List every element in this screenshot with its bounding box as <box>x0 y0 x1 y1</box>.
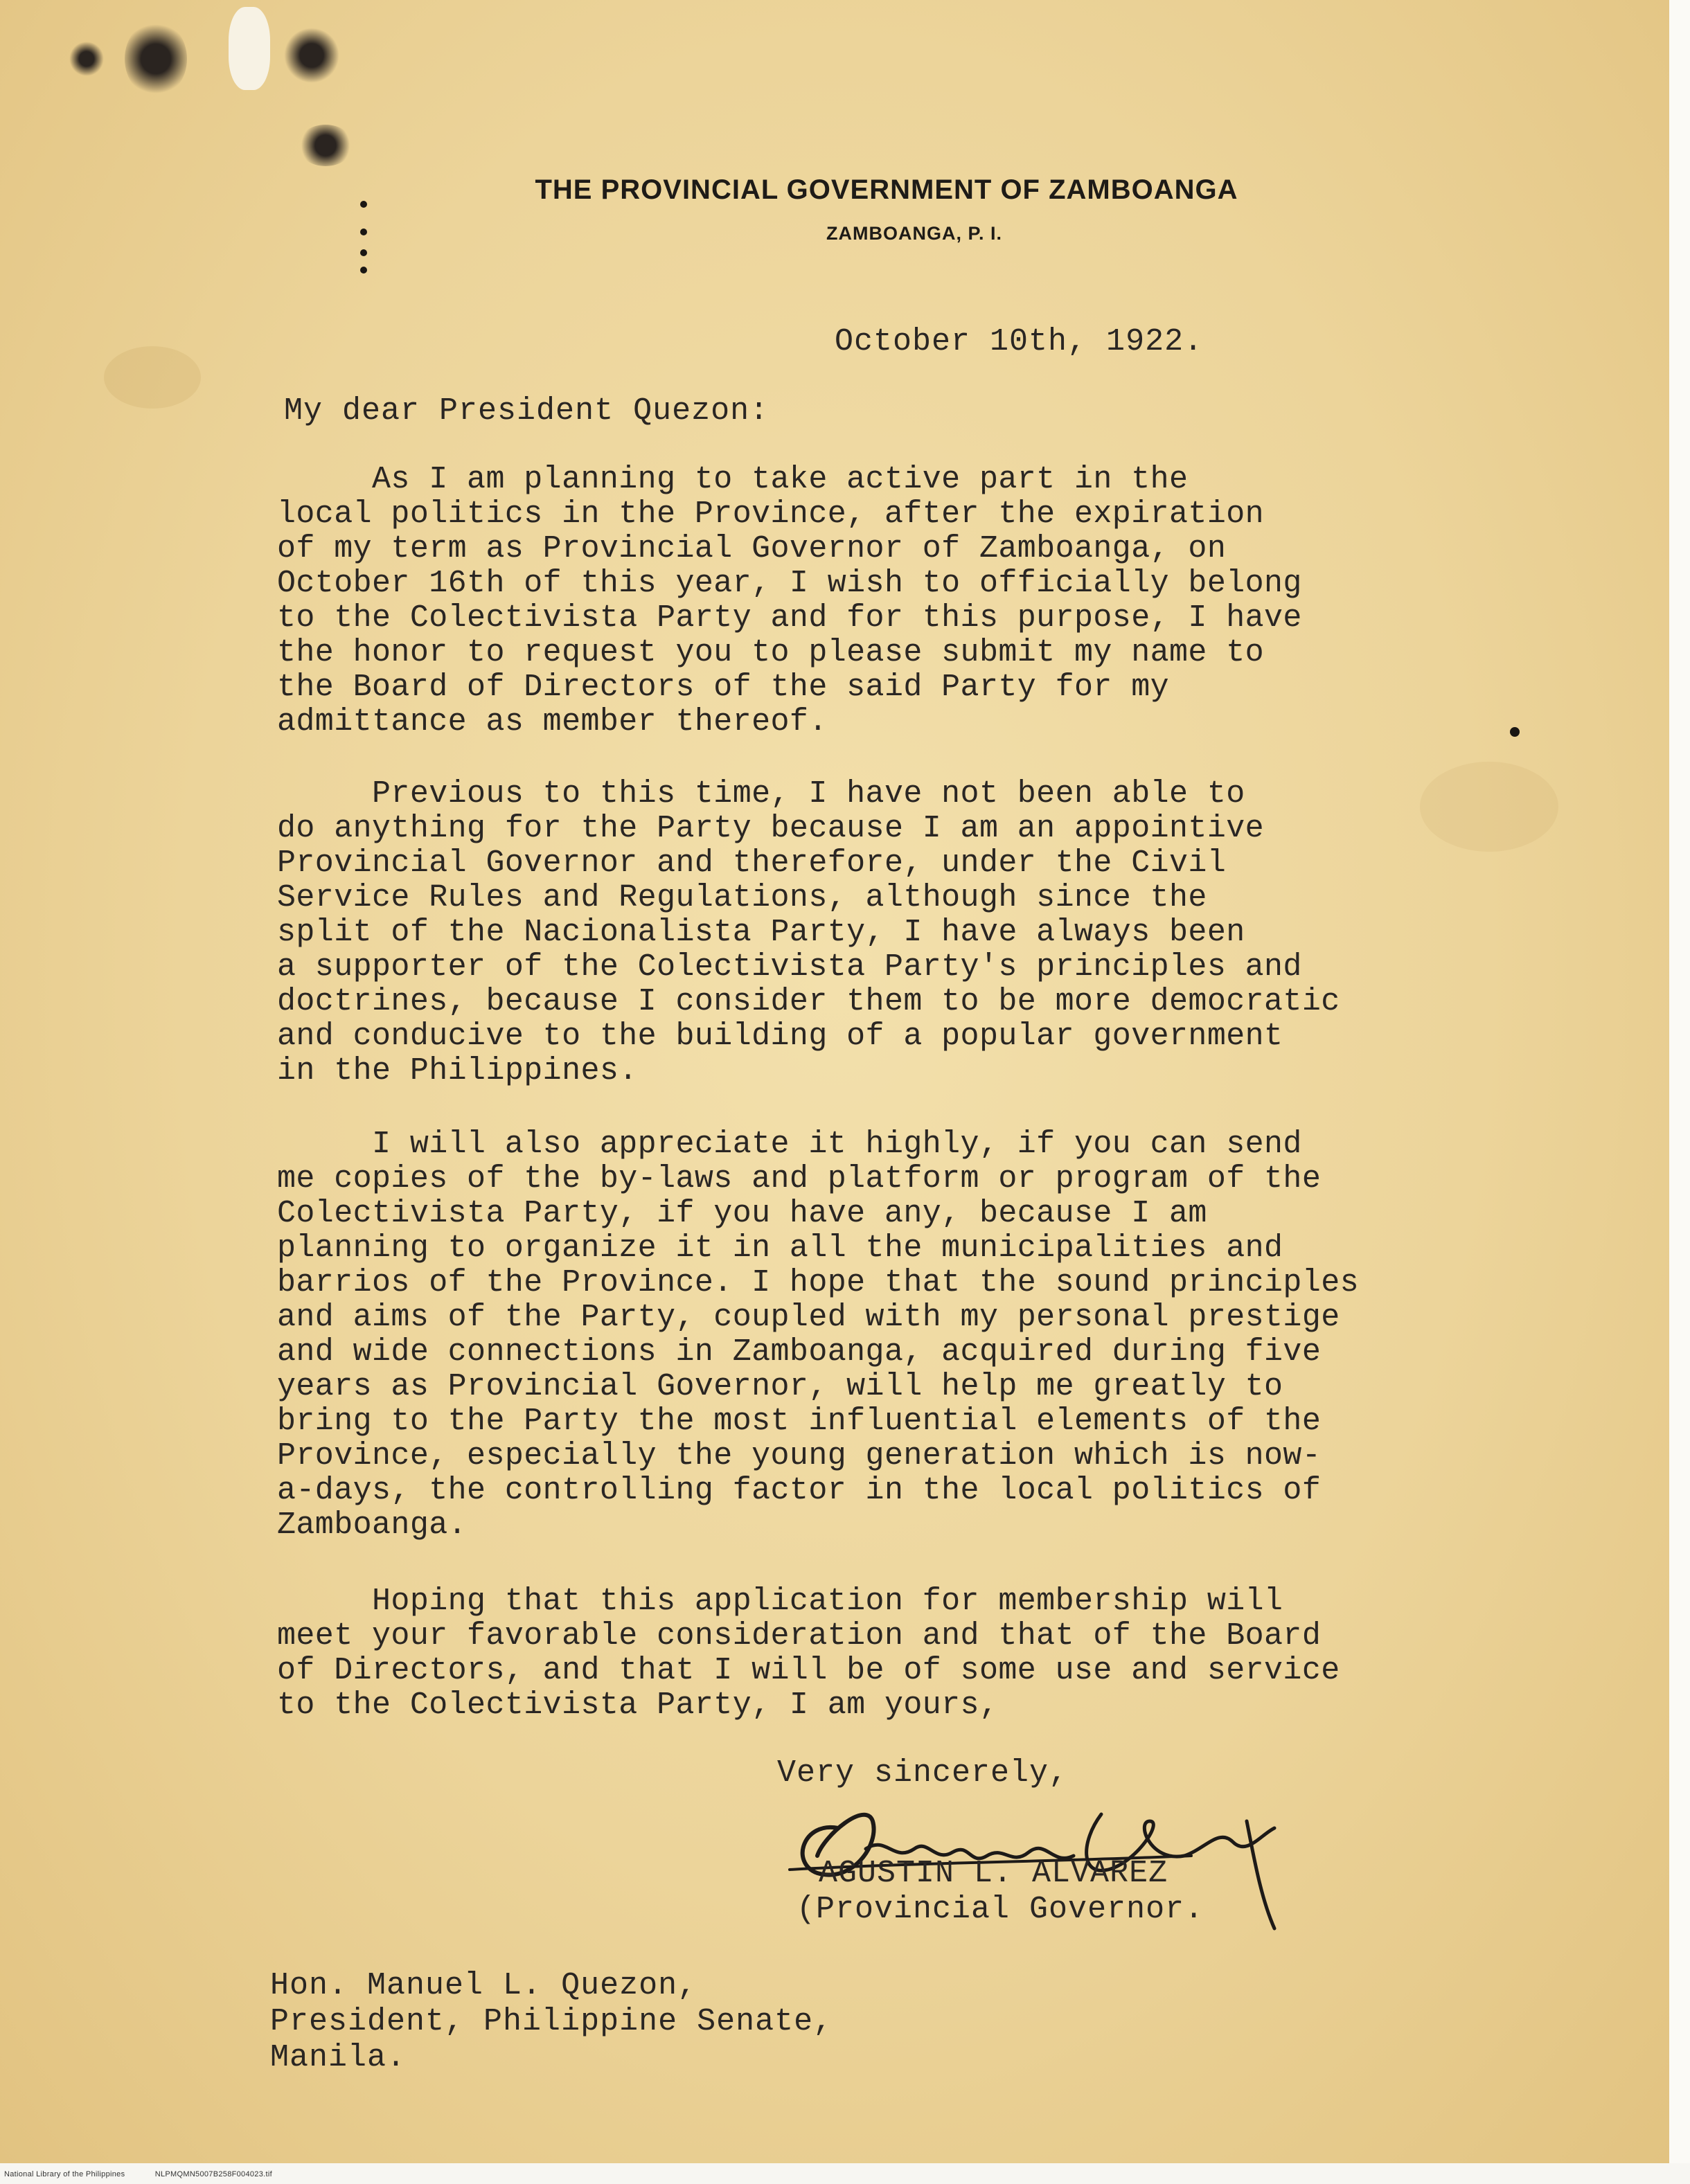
addressee-line: Hon. Manuel L. Quezon, <box>270 1968 697 2003</box>
letterhead-location: ZAMBOANGA, P. I. <box>826 223 1003 244</box>
text-line: Provincial Governor and therefore, under the Civil <box>277 845 1227 881</box>
text-line: me copies of the by-laws and platform or program of the <box>277 1161 1322 1197</box>
archive-name: National Library of the Philippines <box>4 2170 125 2178</box>
text-line: split of the Nacionalista Party, I have always been <box>277 915 1245 950</box>
ink-blot <box>284 28 339 83</box>
file-id: NLPMQMN5007B258F004023.tif <box>154 2170 272 2178</box>
text-line: October 16th of this year, I wish to officially belong <box>277 566 1302 601</box>
body-paragraph <box>277 463 1496 740</box>
text-line: and wide connections in Zamboanga, acquired during five <box>277 1334 1322 1370</box>
text-line: do anything for the Party because I am an appointive <box>277 811 1265 846</box>
ink-blot <box>125 21 187 97</box>
text-line: Zamboanga. <box>277 1507 468 1543</box>
body-paragraph <box>277 1127 1496 1543</box>
body-paragraph <box>277 777 1496 1089</box>
text-line: As I am planning to take active part in the <box>277 462 1189 497</box>
addressee-line: President, Philippine Senate, <box>270 2004 833 2039</box>
text-line: Province, especially the young generation which is now- <box>277 1438 1322 1474</box>
ink-blot <box>69 42 104 76</box>
text-line: a-days, the controlling factor in the local politics of <box>277 1473 1322 1508</box>
text-line: barrios of the Province. I hope that the sound principles <box>277 1265 1360 1300</box>
signer-name: AGUSTIN L. ALVAREZ <box>819 1856 1168 1891</box>
text-line: and conducive to the building of a popular government <box>277 1019 1283 1054</box>
text-line: I will also appreciate it highly, if you can send <box>277 1127 1302 1162</box>
text-line: planning to organize it in all the municipalities and <box>277 1230 1283 1266</box>
text-line: Hoping that this application for membership will <box>277 1584 1283 1619</box>
text-line: and aims of the Party, coupled with my personal prestige <box>277 1300 1340 1335</box>
ink-dot <box>360 249 367 256</box>
text-line: Service Rules and Regulations, although since the <box>277 880 1207 915</box>
scan-margin <box>1669 0 1690 2184</box>
closing: Very sincerely, <box>777 1755 1069 1791</box>
text-line: in the Philippines. <box>277 1053 638 1089</box>
text-line: to the Colectivista Party, I am yours, <box>277 1688 999 1723</box>
ink-blot <box>298 125 353 166</box>
text-line: of Directors, and that I will be of some use and service <box>277 1653 1340 1688</box>
signer-title: (Provincial Governor. <box>797 1892 1204 1927</box>
text-line: meet your favorable consideration and that of the Board <box>277 1618 1322 1654</box>
text-line: to the Colectivista Party and for this purpose, I have <box>277 600 1302 636</box>
text-line: the Board of Directors of the said Party for my <box>277 670 1170 705</box>
scan-footer <box>4 2170 300 2178</box>
text-line: bring to the Party the most influential elements of the <box>277 1404 1322 1439</box>
addressee-line: Manila. <box>270 2040 407 2075</box>
text-line: doctrines, because I consider them to be more democratic <box>277 984 1340 1019</box>
text-line: local politics in the Province, after the expiration <box>277 496 1265 532</box>
salutation: My dear President Quezon: <box>284 393 770 429</box>
text-line: of my term as Provincial Governor of Zamboanga, on <box>277 531 1227 566</box>
text-line: admittance as member thereof. <box>277 704 828 740</box>
text-line: the honor to request you to please submit my name to <box>277 635 1265 670</box>
ink-blot <box>229 7 270 90</box>
text-line: a supporter of the Colectivista Party's principles and <box>277 949 1302 985</box>
text-line: Previous to this time, I have not been able to <box>277 776 1245 812</box>
body-paragraph <box>277 1584 1496 1723</box>
ink-dot <box>360 267 367 274</box>
text-line: Colectivista Party, if you have any, because I am <box>277 1196 1207 1231</box>
text-line: years as Provincial Governor, will help me greatly to <box>277 1369 1283 1404</box>
letterhead-organization: THE PROVINCIAL GOVERNMENT OF ZAMBOANGA <box>535 174 1238 205</box>
ink-dot <box>1510 727 1520 737</box>
letter-date: October 10th, 1922. <box>835 324 1204 359</box>
paper-stain <box>104 346 201 409</box>
